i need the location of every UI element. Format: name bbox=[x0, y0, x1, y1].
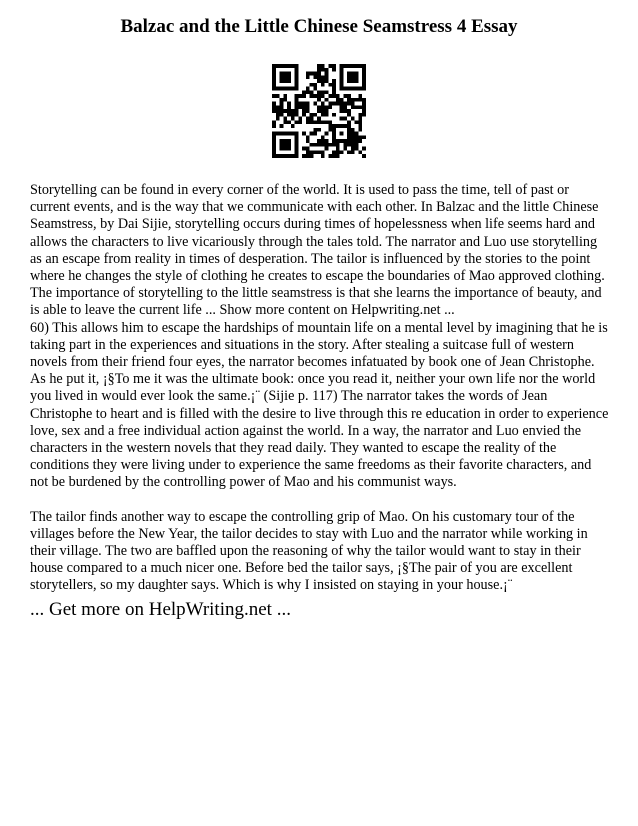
paragraph-tailor: The tailor finds another way to escape the controlling grip of Mao. On his customary tour of the villages before the New Year, the tailor decides to stay with Luo and the narrator while working in their village. The two are baffled upon the reasoning of why the tailor would want to stay in their house compared to a much nicer one. Before bed the tailor says, ¡§The pair of you are excellent storytellers, so my daughter says. Which is why I insisted on staying in your house.¡¨ bbox=[30, 508, 588, 594]
paragraph-escape: 60) This allows him to escape the hardships of mountain life on a mental level by imagining that he is taking part in the experiences and situations in the story. After stealing a suitcase full of western novels from their friend four eyes, the narrator becomes infatuated by book one of Jean Christophe. As he put it, ¡§To me it was the ultimate book: once you read it, neither your own life nor the world you lived in would ever look the same.¡¨ (Sijie p. 117) The narrator takes the words of Jean Christophe to heart and is filled with the desire to live through this re education in order to experience love, sex and a free individual action against the world. In a way, the narrator and Luo envied the characters in the western novels that they read daily. They wanted to escape the reality of the conditions they were living under to experience the same freedoms as their favorite characters, and not be burdened by the controlling power of Mao and his communist ways. bbox=[30, 319, 609, 491]
page-title: Balzac and the Little Chinese Seamstress 4 Essay bbox=[120, 16, 518, 37]
paragraph-intro: Storytelling can be found in every corner of the world. It is used to pass the time, tell of past or current events, and is the way that we communicate with each other. In Balzac and the little Chinese Seamstress, by Dai Sijie, storytelling occurs during times of hopelessness when life seems hard and allows the characters to live vicariously through the tales told. The narrator and Luo use storytelling as an escape from reality in times of desperation. The tailor is influenced by the stories to the point where he changes the style of clothing he creates to escape the boundaries of Mao approved clothing. The importance of storytelling to the little seamstress is that she learns the importance of beauty, and is able to leave the current life ... Show more content on Helpwriting.net ... bbox=[30, 182, 605, 319]
qr-code bbox=[272, 64, 366, 158]
get-more-link[interactable]: ... Get more on HelpWriting.net ... bbox=[30, 599, 291, 620]
essay-body bbox=[30, 182, 610, 595]
qr-code-icon bbox=[272, 64, 366, 158]
